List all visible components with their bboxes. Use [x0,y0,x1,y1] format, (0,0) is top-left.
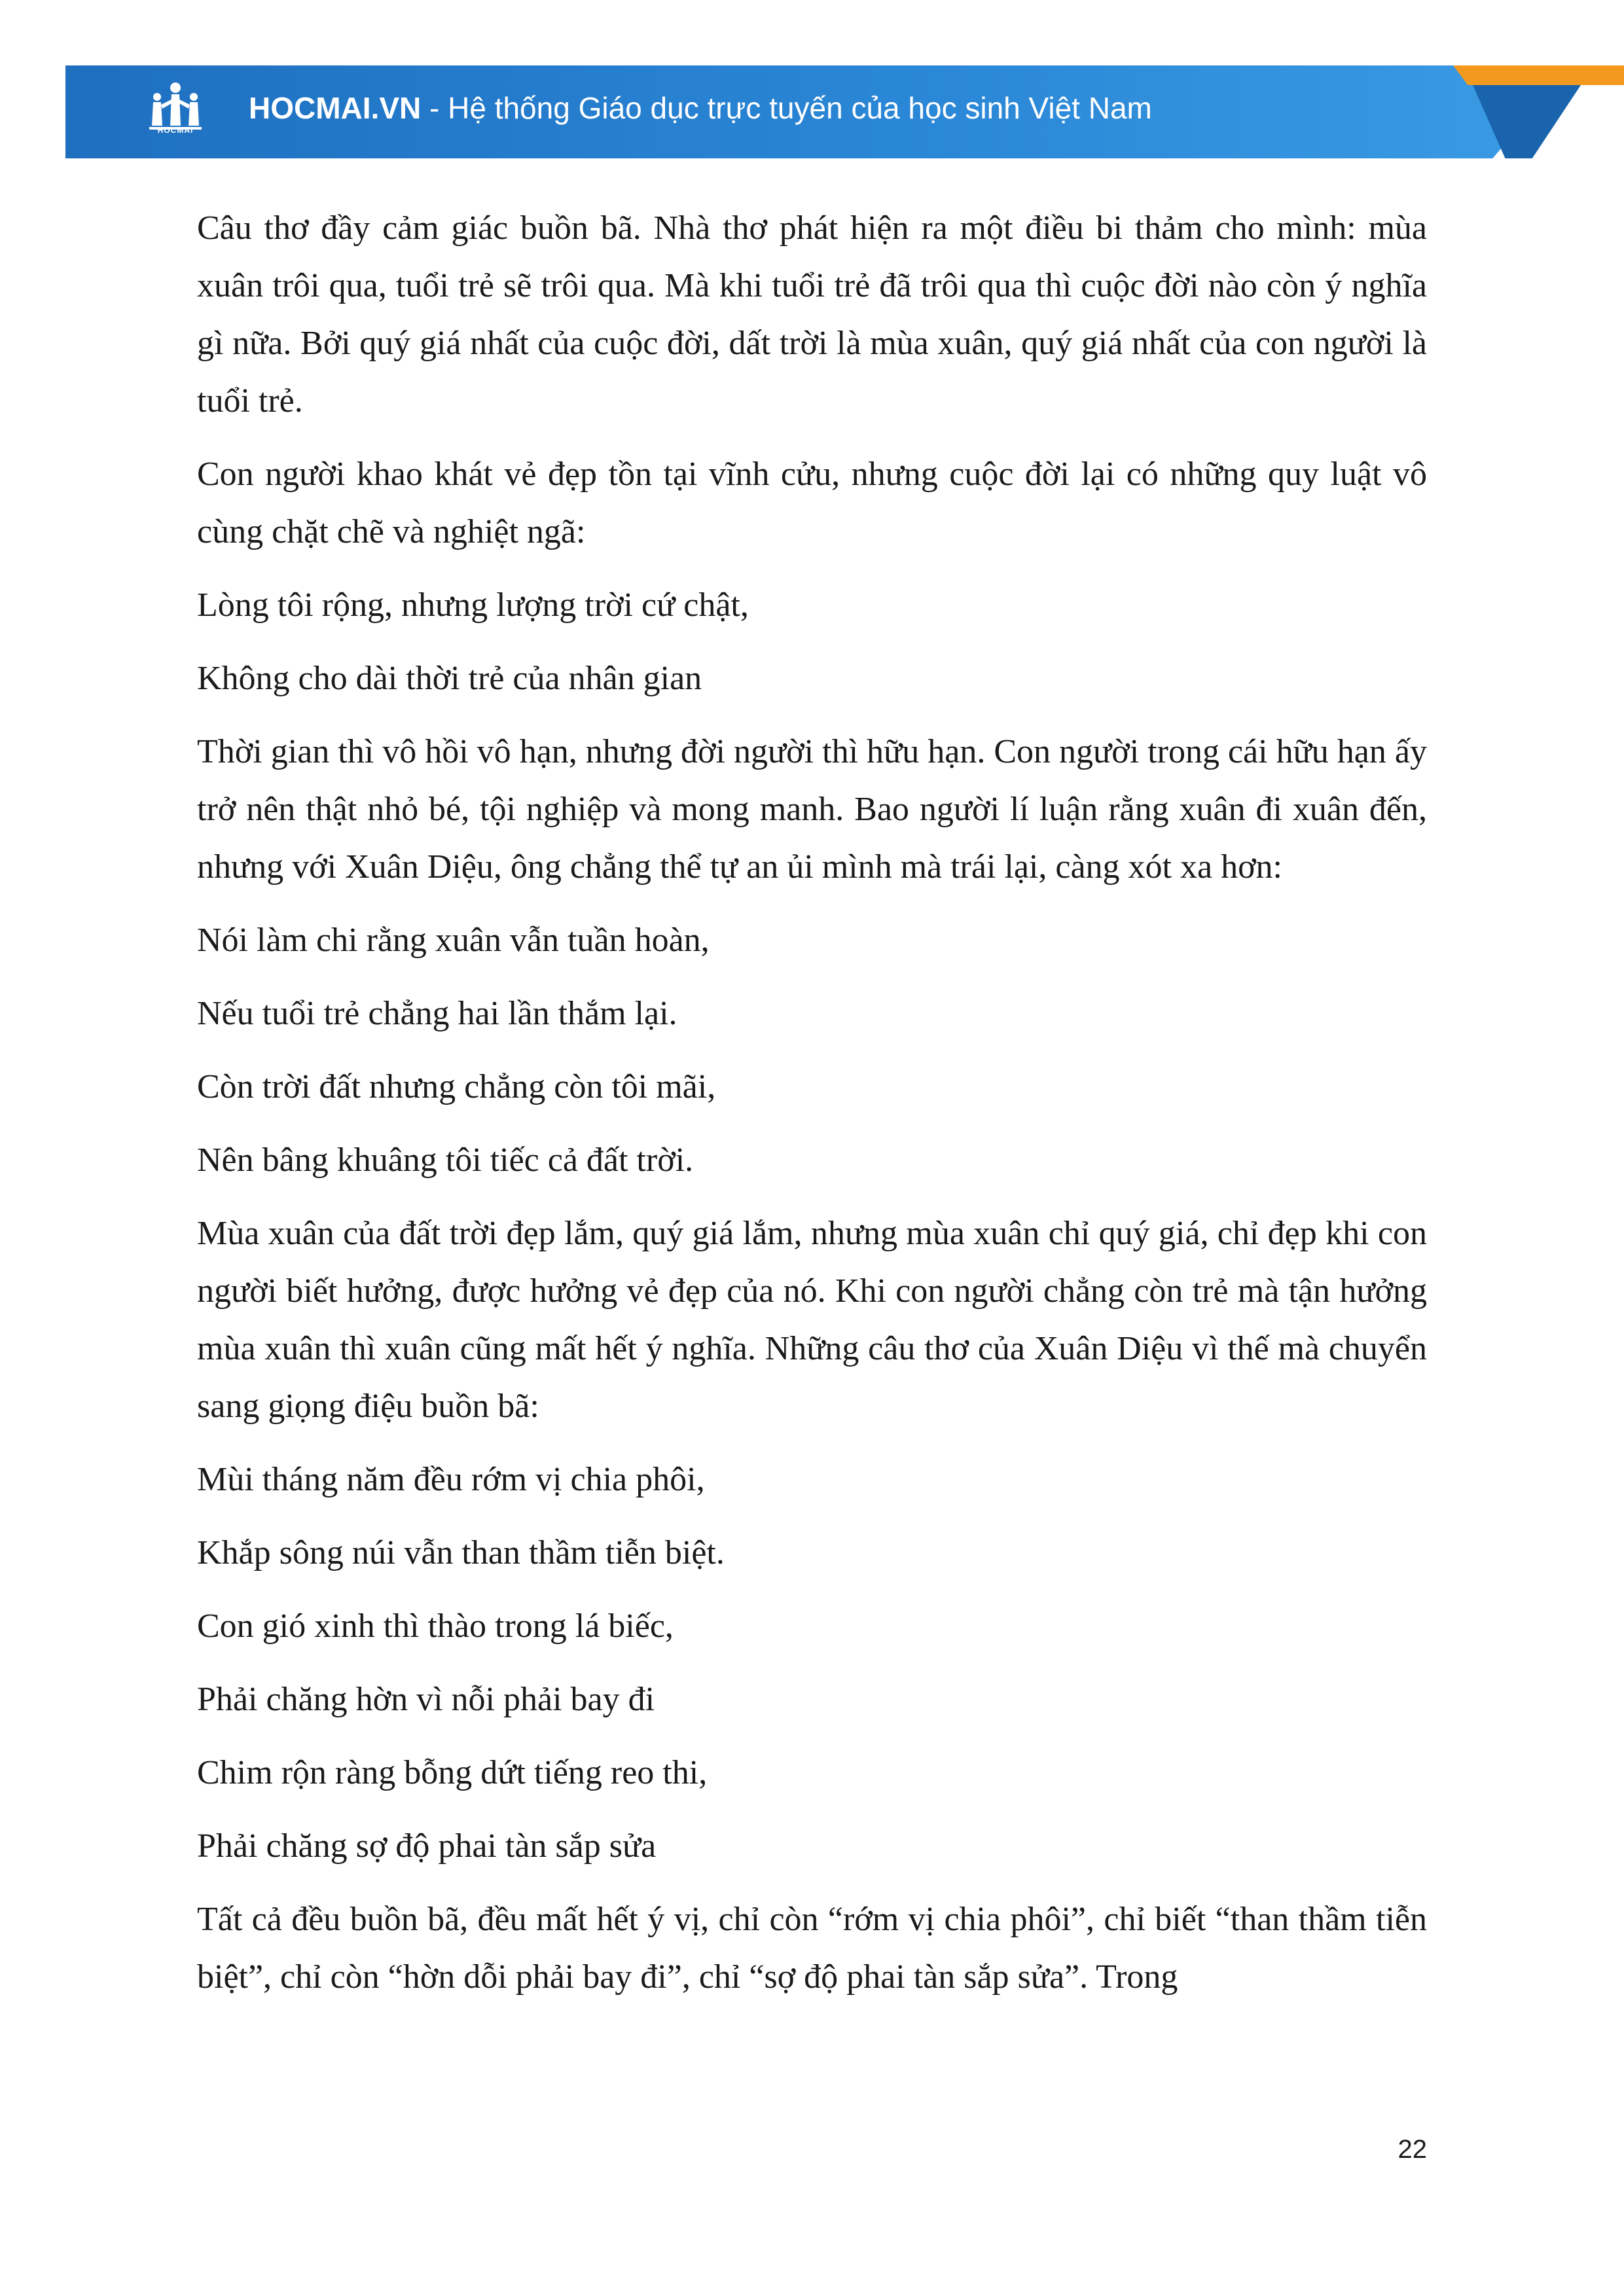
page-header [65,65,1571,158]
hocmai-logo-icon [143,80,208,145]
logo-wordmark: HOCMAI [157,126,194,135]
verse-line: Nếu tuổi trẻ chẳng hai lần thắm lại. [197,995,677,1032]
verse-line: Còn trời đất nhưng chẳng còn tôi mãi, [197,1068,716,1105]
verse-line: Không cho dài thời trẻ của nhân gian [197,660,702,697]
brand-name: HOCMAI.VN [249,91,422,125]
paragraph: Tất cả đều buồn bã, đều mất hết ý vị, chỉ còn “rớm vị chia phôi”, chỉ biết “than thầm tiễn biệt”, chỉ còn “hờn dỗi phải bay đi”, chỉ “sợ độ phai tàn sắp sửa”. Trong [197,1901,1427,1996]
page-number: 22 [1398,2135,1427,2164]
header-title [249,90,1152,126]
document-body [197,200,1427,2022]
header-tagline: - Hệ thống Giáo dục trực tuyến của học sinh Việt Nam [421,91,1152,125]
verse-line: Mùi tháng năm đều rớm vị chia phôi, [197,1461,705,1498]
verse-line: Phải chăng hờn vì nỗi phải bay đi [197,1681,655,1718]
verse-line: Phải chăng sợ độ phai tàn sắp sửa [197,1827,657,1865]
verse-line: Con gió xinh thì thào trong lá biếc, [197,1607,674,1645]
paragraph: Thời gian thì vô hồi vô hạn, nhưng đời người thì hữu hạn. Con người trong cái hữu hạn ấy trở nên thật nhỏ bé, tội nghiệp và mong manh. Bao người lí luận rằng xuân đi xuân đến, nhưng với Xuân Diệu, ông chẳng thể tự an ủi mình mà trái lại, càng xót xa hơn: [197,733,1427,886]
paragraph: Mùa xuân của đất trời đẹp lắm, quý giá lắm, nhưng mùa xuân chỉ quý giá, chỉ đẹp khi con người biết hưởng, được hưởng vẻ đẹp của nó. Khi con người chẳng còn trẻ mà tận hưởng mùa xuân thì xuân cũng mất hết ý nghĩa. Những câu thơ của Xuân Diệu vì thế mà chuyển sang giọng điệu buồn bã: [197,1215,1427,1425]
paragraph: Câu thơ đầy cảm giác buồn bã. Nhà thơ phát hiện ra một điều bi thảm cho mình: mùa xuân trôi qua, tuổi trẻ sẽ trôi qua. Mà khi tuổi trẻ đã trôi qua thì cuộc đời nào còn ý nghĩa gì nữa. Bởi quý giá nhất của cuộc đời, dất trời là mùa xuân, quý giá nhất của con người là tuổi trẻ. [197,209,1427,420]
verse-line: Khắp sông núi vẫn than thầm tiễn biệt. [197,1534,725,1571]
verse-line: Chim rộn ràng bỗng dứt tiếng reo thi, [197,1754,708,1791]
verse-line: Lòng tôi rộng, nhưng lượng trời cứ chật, [197,586,749,624]
verse-line: Nói làm chi rằng xuân vẫn tuần hoàn, [197,922,710,959]
paragraph: Con người khao khát vẻ đẹp tồn tại vĩnh cửu, nhưng cuộc đời lại có những quy luật vô cùng chặt chẽ và nghiệt ngã: [197,456,1427,550]
header-accent-stripe [1453,65,1624,85]
verse-line: Nên bâng khuâng tôi tiếc cả đất trời. [197,1141,694,1179]
